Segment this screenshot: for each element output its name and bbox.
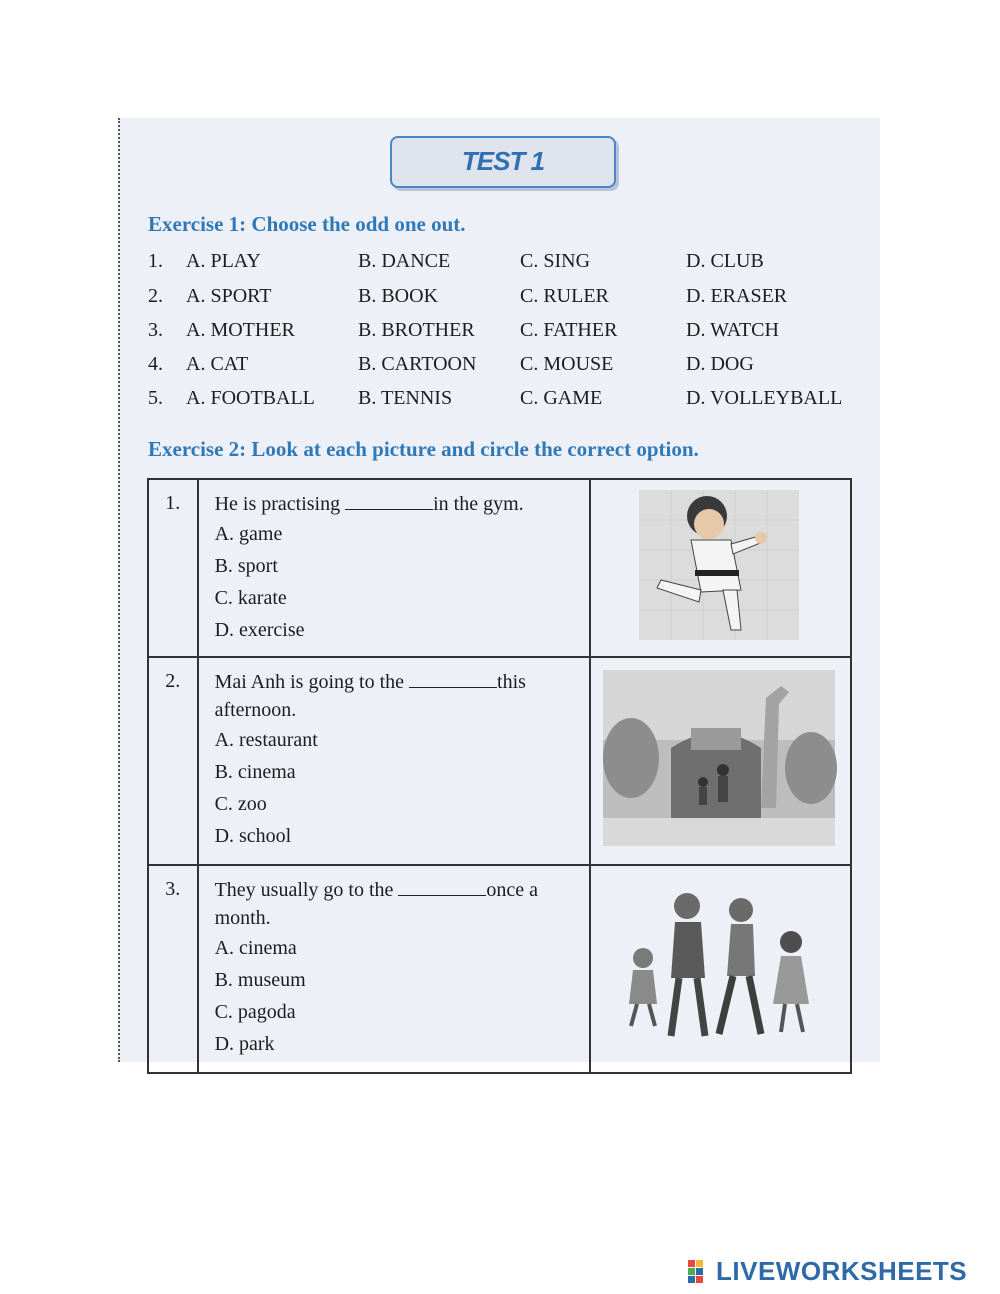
choice-a[interactable]: A. SPORT [186, 285, 272, 307]
option[interactable]: D. school [214, 825, 292, 847]
row-number: 1. [148, 250, 163, 272]
exercise1-heading: Exercise 1: Choose the odd one out. [148, 212, 466, 236]
option[interactable]: A. cinema [214, 937, 297, 959]
stem-before: He is practising [214, 493, 346, 515]
choice-c[interactable]: C. FATHER [520, 319, 618, 341]
stem-after: this afternoon. [214, 671, 526, 721]
question-row [148, 865, 851, 1073]
choice-c[interactable]: C. GAME [520, 387, 603, 409]
option[interactable]: D. park [214, 1033, 275, 1055]
karate-boy-picture [591, 480, 850, 650]
zoo-entrance-picture [591, 658, 850, 858]
odd-one-out-row [148, 353, 868, 383]
choice-b[interactable]: B. BOOK [358, 285, 439, 307]
option[interactable]: A. restaurant [214, 729, 318, 751]
choice-b[interactable]: B. TENNIS [358, 387, 453, 409]
stem-after: in the gym. [433, 493, 524, 515]
choice-a[interactable]: A. CAT [186, 353, 249, 375]
option[interactable]: C. pagoda [214, 1001, 296, 1023]
choice-c[interactable]: C. RULER [520, 285, 609, 307]
question-stem [199, 480, 589, 518]
option[interactable]: D. exercise [214, 619, 305, 641]
odd-one-out-row [148, 250, 868, 280]
choice-b[interactable]: B. CARTOON [358, 353, 477, 375]
exercise2-table [147, 478, 852, 1074]
question-number: 3. [165, 878, 181, 900]
odd-one-out-row [148, 387, 868, 417]
exercise2-heading: Exercise 2: Look at each picture and circle the correct option. [148, 437, 699, 461]
choice-d[interactable]: D. ERASER [686, 285, 788, 307]
row-number: 3. [148, 319, 163, 341]
question-row [148, 657, 851, 865]
family-walking-picture [591, 866, 850, 1066]
option[interactable]: C. zoo [214, 793, 267, 815]
option[interactable]: B. museum [214, 969, 306, 991]
question-row [148, 479, 851, 657]
option[interactable]: B. sport [214, 555, 278, 577]
choice-a[interactable]: A. FOOTBALL [186, 387, 315, 409]
row-number: 5. [148, 387, 163, 409]
choice-d[interactable]: D. VOLLEYBALL [686, 387, 843, 409]
question-stem [199, 866, 589, 932]
row-number: 2. [148, 285, 163, 307]
choice-c[interactable]: C. MOUSE [520, 353, 614, 375]
dotted-margin-line [118, 118, 120, 1062]
question-stem [199, 658, 589, 724]
choice-a[interactable]: A. PLAY [186, 250, 261, 272]
odd-one-out-row [148, 285, 868, 315]
stem-before: They usually go to the [214, 879, 399, 901]
choice-b[interactable]: B. DANCE [358, 250, 451, 272]
question-number: 2. [165, 670, 181, 692]
answer-blank[interactable] [409, 673, 497, 688]
choice-d[interactable]: D. WATCH [686, 319, 779, 341]
choice-a[interactable]: A. MOTHER [186, 319, 295, 341]
liveworksheets-wordmark: LIVEWORKSHEETS [716, 1256, 968, 1286]
row-number: 4. [148, 353, 163, 375]
test-title-banner [390, 136, 616, 188]
liveworksheets-logo-icon [688, 1260, 712, 1284]
option[interactable]: B. cinema [214, 761, 296, 783]
option[interactable]: A. game [214, 523, 283, 545]
choice-c[interactable]: C. SING [520, 250, 591, 272]
stem-before: Mai Anh is going to the [214, 671, 410, 693]
choice-d[interactable]: D. CLUB [686, 250, 764, 272]
stem-after: once a month. [214, 879, 539, 929]
option[interactable]: C. karate [214, 587, 287, 609]
answer-blank[interactable] [345, 495, 433, 510]
test-title: TEST 1 [461, 146, 545, 176]
choice-d[interactable]: D. DOG [686, 353, 754, 375]
answer-blank[interactable] [398, 881, 486, 896]
odd-one-out-row [148, 319, 868, 349]
choice-b[interactable]: B. BROTHER [358, 319, 475, 341]
question-number: 1. [165, 492, 181, 514]
